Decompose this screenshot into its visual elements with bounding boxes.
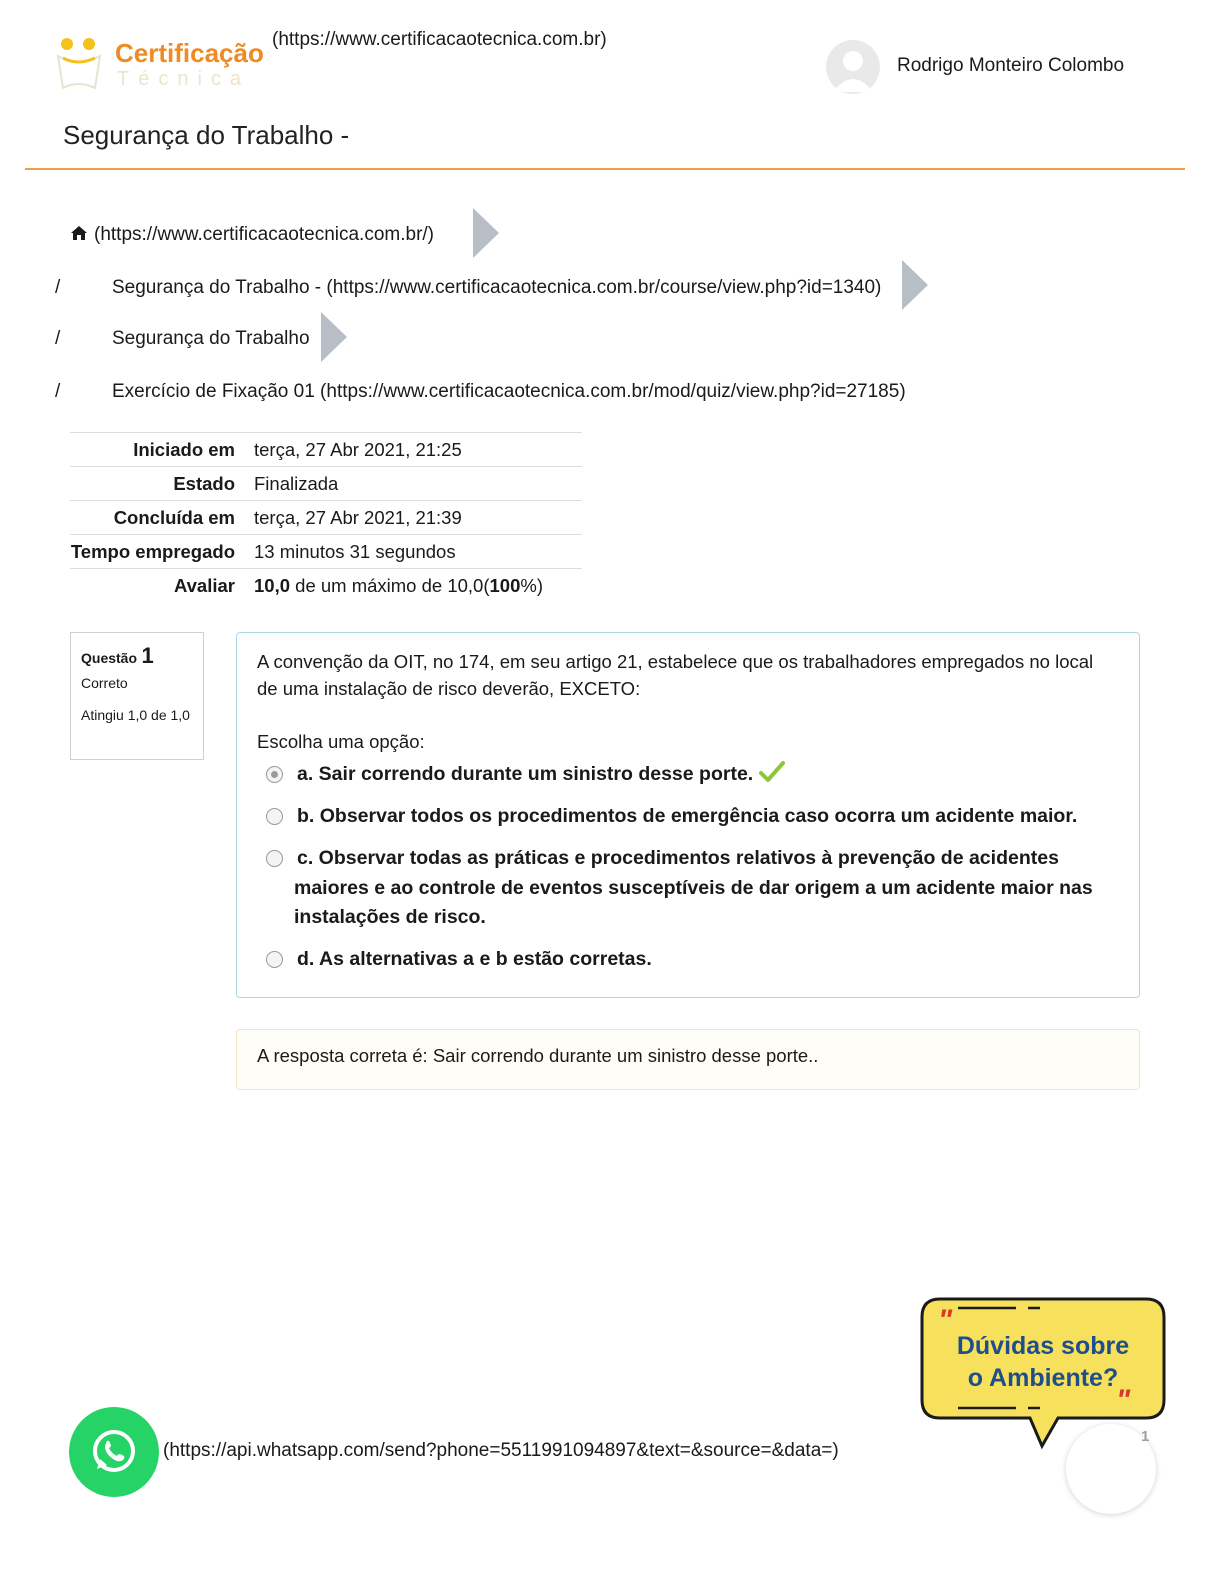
logo-subtext: Técnica	[117, 68, 251, 90]
summary-value-grade	[254, 575, 582, 597]
summary-label: Estado	[173, 472, 235, 494]
attempt-summary-table	[70, 432, 582, 602]
page-title: Segurança do Trabalho -	[63, 120, 350, 150]
logo-text: Certificação	[115, 38, 264, 68]
question-title: Questão	[81, 650, 138, 666]
answer-option-b[interactable]	[266, 802, 1096, 832]
grade-text: de um máximo de 10,0(	[290, 574, 490, 596]
breadcrumb-arrow-icon	[473, 208, 499, 258]
grade-percent: 100	[489, 574, 521, 596]
radio-button[interactable]	[266, 951, 283, 968]
correct-check-icon	[759, 760, 785, 784]
breadcrumb-arrow-icon	[902, 260, 928, 310]
summary-row-state	[70, 466, 582, 500]
help-bubble-line1: Dúvidas sobre	[956, 1332, 1130, 1360]
question-text: A convenção da OIT, no 174, em seu artigo 21, estabelece que os trabalhadores empregados no local de uma instalação de risco deverão, EXCETO:	[257, 651, 1094, 699]
breadcrumb-separator: /	[55, 328, 61, 349]
summary-value: Finalizada	[254, 472, 339, 494]
question-prompt: Escolha uma opção:	[257, 731, 425, 752]
summary-value: terça, 27 Abr 2021, 21:39	[254, 506, 462, 528]
breadcrumb-separator: /	[55, 277, 61, 298]
svg-text:": "	[1116, 1384, 1131, 1417]
summary-label: Iniciado em	[133, 438, 235, 460]
user-icon	[826, 40, 880, 94]
grade-suffix: %)	[520, 574, 543, 596]
breadcrumb-item-course[interactable]: Segurança do Trabalho - (https://www.certificacaotecnica.com.br/course/view.php?id=1340)	[112, 277, 882, 298]
answer-option-d[interactable]	[266, 945, 1096, 975]
summary-row-time	[70, 534, 582, 568]
summary-row-started	[70, 432, 582, 466]
whatsapp-icon	[69, 1407, 159, 1497]
breadcrumb-arrow-icon	[321, 312, 347, 362]
breadcrumb-home-url: (https://www.certificacaotecnica.com.br/)	[94, 224, 434, 245]
summary-row-completed	[70, 500, 582, 534]
question-number: 1	[141, 643, 154, 668]
logo-link-url[interactable]: (https://www.certificacaotecnica.com.br)	[272, 29, 607, 50]
breadcrumb-item-quiz[interactable]: Exercício de Fixação 01 (https://www.certificacaotecnica.com.br/mod/quiz/view.php?id=27185)	[112, 381, 906, 402]
header-divider	[25, 168, 1185, 170]
site-logo[interactable]	[55, 36, 267, 92]
user-name[interactable]: Rodrigo Monteiro Colombo	[897, 55, 1125, 76]
correct-answer-feedback: A resposta correta é: Sair correndo durante um sinistro desse porte..	[257, 1045, 819, 1066]
answer-option-a[interactable]	[266, 760, 1096, 790]
svg-text:": "	[938, 1304, 953, 1337]
summary-value: terça, 27 Abr 2021, 21:25	[254, 438, 462, 460]
radio-button[interactable]	[266, 808, 283, 825]
breadcrumb-item-section[interactable]: Segurança do Trabalho	[112, 328, 310, 349]
avatar[interactable]	[826, 40, 880, 94]
question-grade: Atingiu 1,0 de 1,0	[81, 707, 190, 723]
option-label: c. Observar todas as práticas e procedimentos relativos à prevenção de acidentes maiores e ao controle de eventos susceptíveis de dar origem a um acidente maior nas instalações de risco.	[294, 847, 1093, 928]
summary-label: Concluída em	[113, 506, 235, 528]
help-bubble-line2: o Ambiente?	[967, 1364, 1119, 1392]
summary-label: Tempo empregado	[70, 540, 235, 562]
radio-button[interactable]	[266, 850, 283, 867]
page-number: 1	[1141, 1428, 1150, 1445]
grade-score: 10,0	[254, 574, 291, 596]
radio-button-checked[interactable]	[266, 766, 283, 783]
breadcrumb-home[interactable]	[70, 224, 434, 246]
breadcrumb-separator: /	[55, 381, 61, 402]
question-state: Correto	[81, 675, 128, 691]
option-label: b. Observar todos os procedimentos de emergência caso ocorra um acidente maior.	[297, 805, 1078, 827]
whatsapp-button[interactable]	[69, 1407, 159, 1497]
question-info	[70, 632, 204, 760]
summary-row-grade	[70, 568, 582, 602]
whatsapp-link-url[interactable]: (https://api.whatsapp.com/send?phone=5511991094897&text=&source=&data=)	[163, 1440, 839, 1461]
summary-value: 13 minutos 31 segundos	[254, 540, 456, 562]
answer-option-c[interactable]	[266, 844, 1096, 933]
option-label: a. Sair correndo durante um sinistro desse porte.	[297, 763, 754, 785]
option-label: d. As alternativas a e b estão corretas.	[297, 948, 652, 970]
summary-label: Avaliar	[173, 574, 235, 596]
home-icon	[70, 225, 88, 241]
